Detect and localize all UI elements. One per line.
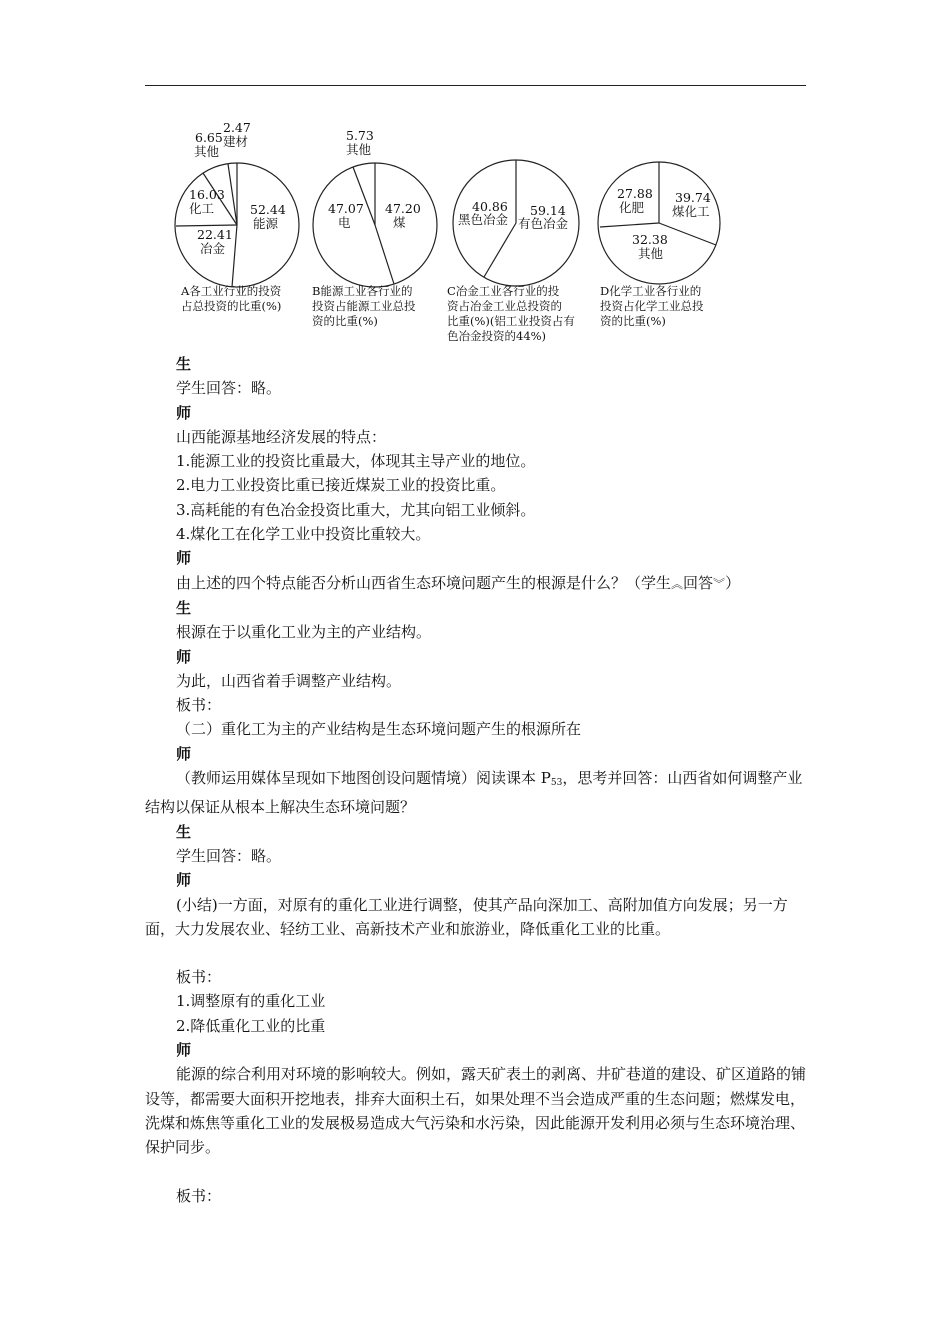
- pie-b-other-label: 其他: [346, 142, 372, 157]
- pie-b-divider-bottom: [375, 225, 394, 284]
- paragraph: 能源的综合利用对环境的影响较大。例如，露天矿表土的剥离、井矿巷道的建设、矿区道路的铺设等，都需要大面积开挖地表，排弃大面积土石，如果处理不当会造成严重的生态问题；燃煤发电，洗煤和炼焦等重化工业的发展极易造成大气污染和水污染，因此能源开发利用必须与生态环境治理、保护同步。: [145, 1065, 807, 1157]
- blackboard-label: 板书：: [176, 1186, 222, 1205]
- pie-a-metallurgy-value: 22.41: [197, 227, 233, 242]
- pie-d-fertilizer-label: 化肥: [619, 200, 645, 215]
- pie-charts-figure: [145, 110, 806, 350]
- paragraph-summary: (小结)一方面，对原有的重化工业进行调整，使其产品向深加工、高附加值方向发展；另一方面，大力发展农业、轻纺工业、高新技术产业和旅游业，降低重化工业的比重。: [145, 895, 788, 938]
- pie-c-caption: C冶金工业各行业的投 资占冶金工业总投资的 比重(%)(铝工业投资占有 色冶金投资的44%): [447, 284, 575, 343]
- pie-d-divider-left: [600, 223, 659, 227]
- blackboard-item: 2.降低重化工业的比重: [176, 1016, 326, 1035]
- pie-d-coalchem-label: 煤化工: [672, 204, 710, 219]
- blackboard-item: （二）重化工为主的产业结构是生态环境问题产生的根源所在: [176, 720, 582, 739]
- pie-a-chemical-value: 16.03: [189, 187, 225, 202]
- pie-c-nonferrous-value: 59.14: [530, 203, 566, 218]
- pie-d-fertilizer-value: 27.88: [617, 186, 653, 201]
- pie-b-caption: B能源工业各行业的 投资占能源工业总投 资的比重(%): [312, 284, 416, 328]
- list-item: 2.电力工业投资比重已接近煤炭工业的投资比重。: [176, 476, 506, 495]
- speaker-teacher: 师: [176, 744, 192, 763]
- pie-a-building-value: 2.47: [223, 120, 251, 135]
- blackboard-label: 板书：: [176, 696, 222, 715]
- pie-b-power-value: 47.07: [328, 201, 364, 216]
- speaker-student: 生: [176, 822, 192, 841]
- paragraph: 为此，山西省着手调整产业结构。: [176, 671, 402, 690]
- blackboard-item: 1.调整原有的重化工业: [176, 992, 326, 1011]
- header-rule: [145, 85, 806, 86]
- pie-c-ferrous-value: 40.86: [472, 199, 508, 214]
- pie-b-power-label: 电: [338, 215, 351, 230]
- pie-a-divider-left: [176, 225, 237, 226]
- pie-a-metallurgy-label: 冶金: [200, 241, 226, 256]
- pie-a-chemical-label: 化工: [189, 201, 215, 216]
- pie-c-divider-bottom: [484, 223, 516, 277]
- pie-a-caption: A各工业行业的投资 占总投资的比重(%): [181, 284, 282, 313]
- speaker-teacher: 师: [176, 1041, 192, 1060]
- pie-b-divider-upperleft: [353, 167, 375, 225]
- pie-a-divider-top2: [228, 164, 237, 225]
- pie-c-ferrous-label: 黑色冶金: [458, 212, 509, 227]
- paragraph-question: 由上述的四个特点能否分析山西省生态环境问题产生的根源是什么？（学生︽回答︾）: [176, 573, 741, 592]
- list-item: 4.煤化工在化学工业中投资比重较大。: [176, 525, 431, 544]
- speaker-teacher: 师: [176, 549, 192, 568]
- pie-a-building-label: 建材: [223, 134, 249, 149]
- lesson-body: [145, 352, 816, 1208]
- pie-d-coalchem-value: 39.74: [675, 190, 711, 205]
- pie-a-energy-value: 52.44: [250, 202, 286, 217]
- pie-a-other-value: 6.65: [195, 130, 223, 145]
- pie-a-other-label: 其他: [194, 144, 220, 159]
- pie-d-caption: D化学工业各行业的 投资占化学工业总投 资的比重(%): [600, 284, 704, 328]
- speaker-student: 生: [176, 355, 192, 373]
- pie-b-coal-value: 47.20: [385, 201, 421, 216]
- list-item: 1.能源工业的投资比重最大，体现其主导产业的地位。: [176, 452, 536, 471]
- pie-b-coal-label: 煤: [393, 215, 406, 230]
- paragraph: （教师运用媒体呈现如下地图创设问题情境）阅读课本 $P_{53}$，思考并回答：山西省如何调整产业结构以保证从根本上解决生态环境问题？: [145, 769, 803, 817]
- speaker-teacher: 师: [176, 403, 192, 422]
- paragraph: 山西能源基地经济发展的特点：: [176, 427, 387, 446]
- speaker-student: 生: [176, 598, 192, 617]
- pie-d-other-label: 其他: [638, 246, 664, 261]
- blackboard-label: 板书：: [176, 968, 222, 987]
- pie-a-energy-label: 能源: [253, 216, 279, 231]
- student-answer: 学生回答：略。: [176, 846, 282, 865]
- student-answer: 学生回答：略。: [176, 379, 282, 398]
- list-item: 3.高耗能的有色冶金投资比重大，尤其向铝工业倾斜。: [176, 500, 536, 519]
- pie-c-nonferrous-label: 有色冶金: [518, 216, 569, 231]
- pie-d-other-value: 32.38: [632, 232, 668, 247]
- speaker-teacher: 师: [176, 647, 192, 666]
- paragraph: 根源在于以重化工业为主的产业结构。: [176, 623, 432, 642]
- speaker-teacher: 师: [176, 871, 192, 890]
- pie-b-other-value: 5.73: [346, 128, 374, 143]
